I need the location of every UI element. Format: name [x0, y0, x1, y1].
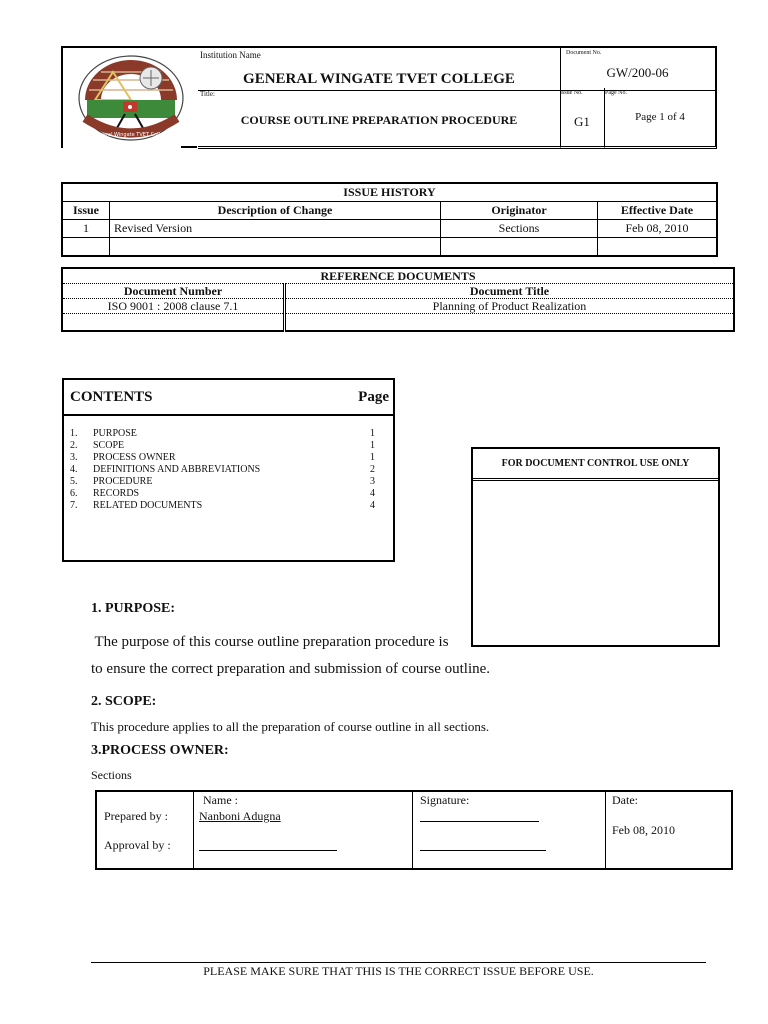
college-logo	[65, 50, 195, 150]
table-row	[62, 299, 734, 314]
contents-item-number: 6.	[70, 488, 78, 499]
contents-page-label: Page	[358, 389, 389, 405]
page-number: Page 1 of 4	[635, 111, 685, 123]
document-control-title: FOR DOCUMENT CONTROL USE ONLY	[473, 449, 718, 481]
scope-text: This procedure applies to all the preparation of course outline in all sections.	[91, 719, 490, 734]
table-cell	[285, 314, 735, 332]
issue-number-cell	[560, 88, 605, 149]
table-cell: 1	[62, 220, 110, 238]
contents-item[interactable]	[70, 488, 375, 500]
institution-label: Institution Name	[200, 50, 261, 60]
signoff-table	[95, 790, 733, 870]
table-row	[62, 220, 717, 238]
column-header: Document Number	[62, 284, 285, 299]
column-header: Document Title	[285, 284, 735, 299]
table-cell	[62, 238, 110, 257]
document-control-box	[471, 447, 720, 647]
table-cell: ISO 9001 : 2008 clause 7.1	[62, 299, 285, 314]
contents-item[interactable]	[70, 440, 375, 452]
logo-text: General Wingate TVET College	[92, 132, 170, 138]
purpose-text-line-2: to ensure the correct preparation and submission of course outline.	[91, 661, 491, 677]
table-cell: Revised Version	[110, 220, 441, 238]
contents-item[interactable]	[70, 452, 375, 464]
reference-documents-title: REFERENCE DOCUMENTS	[62, 268, 734, 284]
issue-history-table	[61, 182, 718, 257]
institution-name: GENERAL WINGATE TVET COLLEGE	[243, 71, 515, 87]
contents-item[interactable]	[70, 476, 375, 488]
contents-item-label: RECORDS	[93, 488, 140, 499]
page-number-label: Page No.	[605, 90, 627, 96]
prepared-signature-line[interactable]	[420, 821, 539, 822]
prepared-by-name: Nanboni Adugna	[199, 809, 281, 823]
contents-item-page: 3	[370, 476, 375, 487]
name-label: Name :	[203, 793, 238, 807]
contents-item-label: SCOPE	[93, 440, 125, 451]
footer-rule	[91, 962, 706, 963]
date-value: Feb 08, 2010	[612, 823, 675, 837]
signoff-name-column	[194, 792, 413, 868]
signature-label: Signature:	[420, 793, 470, 807]
reference-documents-table	[61, 267, 735, 332]
approver-name-line[interactable]	[199, 850, 337, 851]
column-header: Effective Date	[598, 202, 718, 220]
contents-item-number: 3.	[70, 452, 78, 463]
signoff-role-column	[97, 792, 194, 868]
process-owner-heading: 3.PROCESS OWNER:	[91, 743, 229, 758]
table-cell: Planning of Product Realization	[285, 299, 735, 314]
table-cell	[598, 238, 718, 257]
page-number-cell	[605, 88, 717, 149]
column-header: Originator	[441, 202, 598, 220]
contents-item-page: 1	[370, 440, 375, 451]
purpose-heading: 1. PURPOSE:	[91, 601, 175, 616]
table-cell: Feb 08, 2010	[598, 220, 718, 238]
contents-list	[70, 428, 375, 512]
contents-item[interactable]	[70, 428, 375, 440]
contents-title: CONTENTS	[70, 389, 153, 405]
prepared-by-label: Prepared by :	[104, 809, 168, 823]
contents-item-page: 1	[370, 452, 375, 463]
logo-cell	[61, 46, 199, 148]
contents-item-page: 4	[370, 488, 375, 499]
issue-number-label: Issue No.	[560, 90, 583, 96]
contents-item-label: PURPOSE	[93, 428, 137, 439]
title-cell	[198, 88, 561, 149]
table-cell	[62, 314, 285, 332]
table-row	[62, 314, 734, 332]
approval-by-label: Approval by :	[104, 838, 171, 852]
document-number-label: Document No.	[566, 50, 602, 56]
contents-item-label: DEFINITIONS AND ABBREVIATIONS	[93, 464, 261, 475]
table-cell	[441, 238, 598, 257]
process-owner-text: Sections	[91, 768, 132, 782]
contents-item-label: PROCEDURE	[93, 476, 153, 487]
table-cell: Sections	[441, 220, 598, 238]
issue-number: G1	[574, 114, 590, 129]
approval-signature-line[interactable]	[420, 850, 546, 851]
institution-cell	[198, 46, 561, 91]
contents-item-number: 7.	[70, 500, 78, 511]
contents-header	[64, 380, 393, 416]
document-number-cell	[560, 46, 717, 91]
purpose-text-line-1: The purpose of this course outline preparation procedure is	[91, 634, 449, 650]
table-row	[62, 238, 717, 257]
column-header: Issue	[62, 202, 110, 220]
document-header	[61, 46, 717, 150]
footer-notice: PLEASE MAKE SURE THAT THIS IS THE CORRECT ISSUE BEFORE USE.	[203, 964, 594, 978]
title-label: Title:	[200, 90, 215, 98]
table-cell	[110, 238, 441, 257]
contents-item-page: 4	[370, 500, 375, 511]
document-title: COURSE OUTLINE PREPARATION PROCEDURE	[240, 113, 518, 127]
contents-box	[62, 378, 395, 562]
contents-item-label: PROCESS OWNER	[93, 452, 176, 463]
contents-item[interactable]	[70, 464, 375, 476]
issue-history-title: ISSUE HISTORY	[62, 183, 717, 202]
contents-item-page: 1	[370, 428, 375, 439]
logo-rule	[181, 146, 197, 148]
contents-item-page: 2	[370, 464, 375, 475]
column-header: Description of Change	[110, 202, 441, 220]
contents-item-number: 4.	[70, 464, 78, 475]
signoff-signature-column	[413, 792, 606, 868]
contents-item-number: 1.	[70, 428, 78, 439]
contents-item-label: RELATED DOCUMENTS	[93, 500, 203, 511]
signoff-date-column	[606, 792, 731, 868]
contents-item-number: 2.	[70, 440, 78, 451]
contents-item[interactable]	[70, 500, 375, 512]
date-label: Date:	[612, 793, 638, 807]
document-number: GW/200-06	[606, 65, 669, 80]
scope-heading: 2. SCOPE:	[91, 694, 157, 709]
contents-item-number: 5.	[70, 476, 78, 487]
